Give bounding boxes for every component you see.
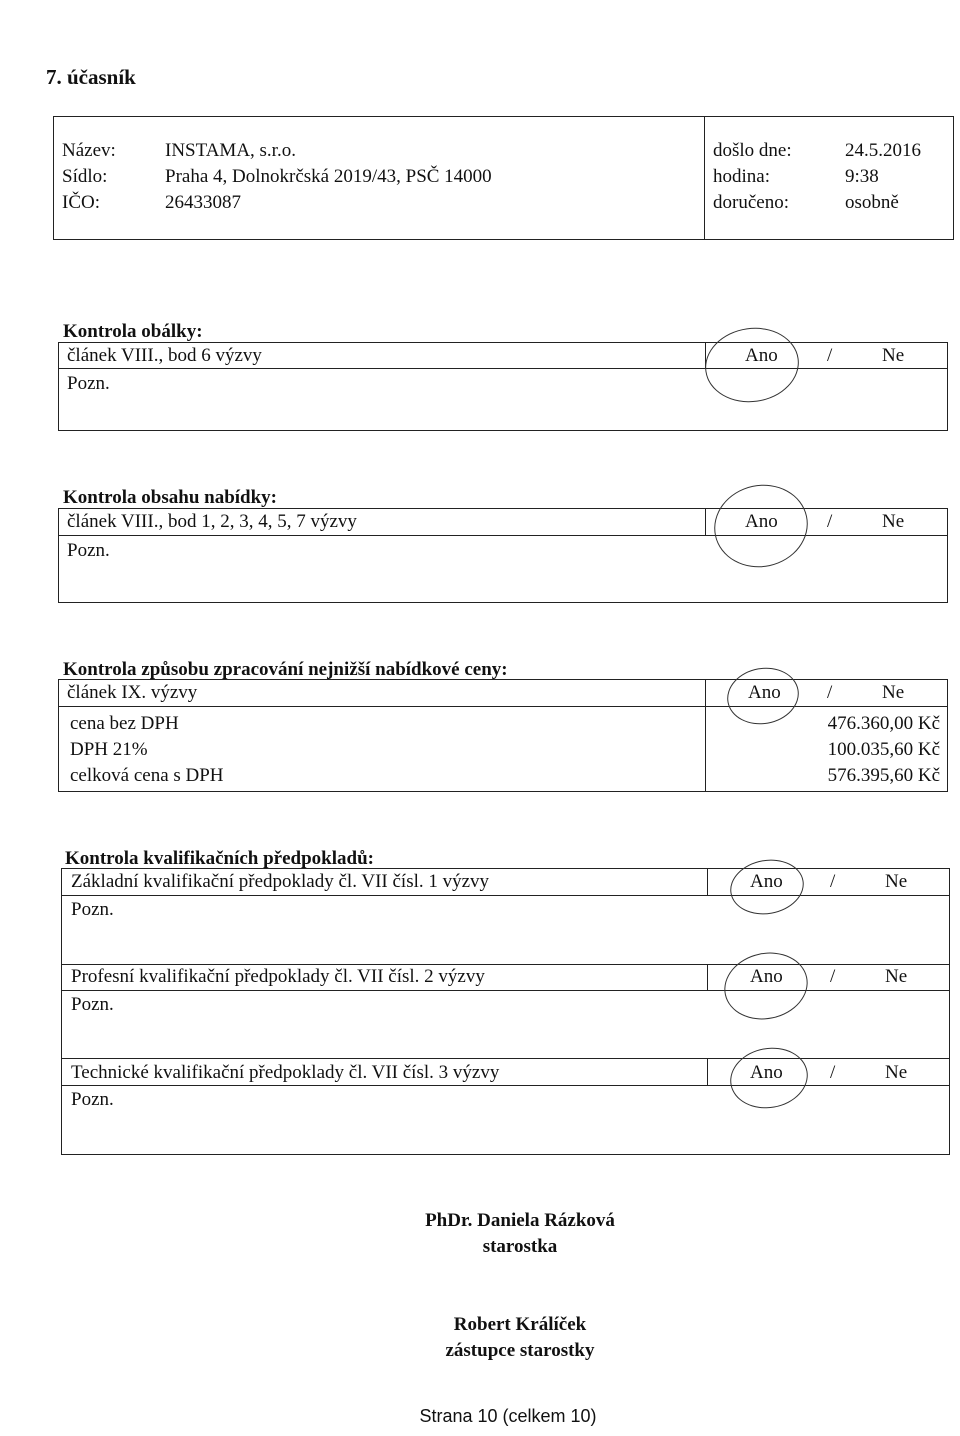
qualification-col-divider <box>707 868 708 896</box>
received-label: došlo dne: <box>713 140 792 161</box>
envelope-note: Pozn. <box>67 373 110 394</box>
signature-role: zástupce starostky <box>445 1340 595 1361</box>
qualification-note: Pozn. <box>71 899 114 920</box>
qualification-item: Základní kvalifikační předpoklady čl. VII čísl. 1 výzvy <box>71 871 490 892</box>
price-title: Kontrola způsobu zpracování nejnižší nabídkové ceny: <box>63 659 508 680</box>
qualification-slash: / <box>830 966 836 987</box>
signature-name: Robert Králíček <box>453 1314 587 1335</box>
signature-name: PhDr. Daniela Rázková <box>425 1210 615 1231</box>
content-no: Ne <box>882 511 905 532</box>
qualification-item: Technické kvalifikační předpoklady čl. VII čísl. 3 výzvy <box>71 1062 500 1083</box>
content-col-divider <box>705 508 706 536</box>
qualification-yes: Ano <box>750 871 783 892</box>
name-value: INSTAMA, s.r.o. <box>165 140 296 161</box>
qualification-row-divider <box>61 895 950 896</box>
price-item: článek IX. výzvy <box>67 682 198 703</box>
signature-role: starostka <box>482 1236 558 1257</box>
content-slash: / <box>827 511 833 532</box>
qualification-no: Ne <box>885 966 908 987</box>
qualification-title: Kontrola kvalifikačních předpokladů: <box>65 848 374 869</box>
qualification-yes: Ano <box>750 966 783 987</box>
content-note: Pozn. <box>67 540 110 561</box>
name-label: Název: <box>62 140 116 161</box>
seat-value: Praha 4, Dolnokrčská 2019/43, PSČ 14000 <box>165 166 492 187</box>
qualification-yes: Ano <box>750 1062 783 1083</box>
section-heading: 7. účasník <box>46 65 136 89</box>
hour-label: hodina: <box>713 166 770 187</box>
envelope-row-divider <box>58 368 948 369</box>
envelope-yes: Ano <box>745 345 778 366</box>
qualification-note: Pozn. <box>71 994 114 1015</box>
qualification-note: Pozn. <box>71 1089 114 1110</box>
seat-label: Sídlo: <box>62 166 108 187</box>
price-row-label: celková cena s DPH <box>70 765 224 786</box>
price-row-label: cena bez DPH <box>70 713 179 734</box>
envelope-item: článek VIII., bod 6 výzvy <box>67 345 262 366</box>
price-row-value: 100.035,60 Kč <box>827 739 940 760</box>
qualification-no: Ne <box>885 1062 908 1083</box>
received-value: 24.5.2016 <box>845 140 921 161</box>
qualification-row-divider <box>61 1085 950 1086</box>
envelope-title: Kontrola obálky: <box>63 321 203 342</box>
qualification-col-divider <box>707 964 708 991</box>
content-item: článek VIII., bod 1, 2, 3, 4, 5, 7 výzvy <box>67 511 357 532</box>
price-yes: Ano <box>748 682 781 703</box>
price-row-value: 576.395,60 Kč <box>827 765 940 786</box>
price-slash: / <box>827 682 833 703</box>
page-number: Strana 10 (celkem 10) <box>419 1406 597 1426</box>
ico-label: IČO: <box>62 192 100 213</box>
qualification-slash: / <box>830 1062 836 1083</box>
price-row-label: DPH 21% <box>70 739 148 760</box>
qualification-item: Profesní kvalifikační předpoklady čl. VII čísl. 2 výzvy <box>71 966 485 987</box>
ico-value: 26433087 <box>165 192 241 213</box>
price-col-divider <box>705 679 706 792</box>
qualification-row-divider <box>61 990 950 991</box>
qualification-no: Ne <box>885 871 908 892</box>
price-row-value: 476.360,00 Kč <box>827 713 940 734</box>
content-title: Kontrola obsahu nabídky: <box>63 487 278 508</box>
qualification-col-divider <box>707 1058 708 1086</box>
price-no: Ne <box>882 682 905 703</box>
hour-value: 9:38 <box>845 166 879 187</box>
bidder-info-divider <box>704 116 705 240</box>
envelope-slash: / <box>827 345 833 366</box>
content-yes: Ano <box>745 511 778 532</box>
price-row-divider <box>58 706 948 707</box>
delivered-value: osobně <box>845 192 899 213</box>
envelope-no: Ne <box>882 345 905 366</box>
content-row-divider <box>58 535 948 536</box>
qualification-slash: / <box>830 871 836 892</box>
delivered-label: doručeno: <box>713 192 789 213</box>
